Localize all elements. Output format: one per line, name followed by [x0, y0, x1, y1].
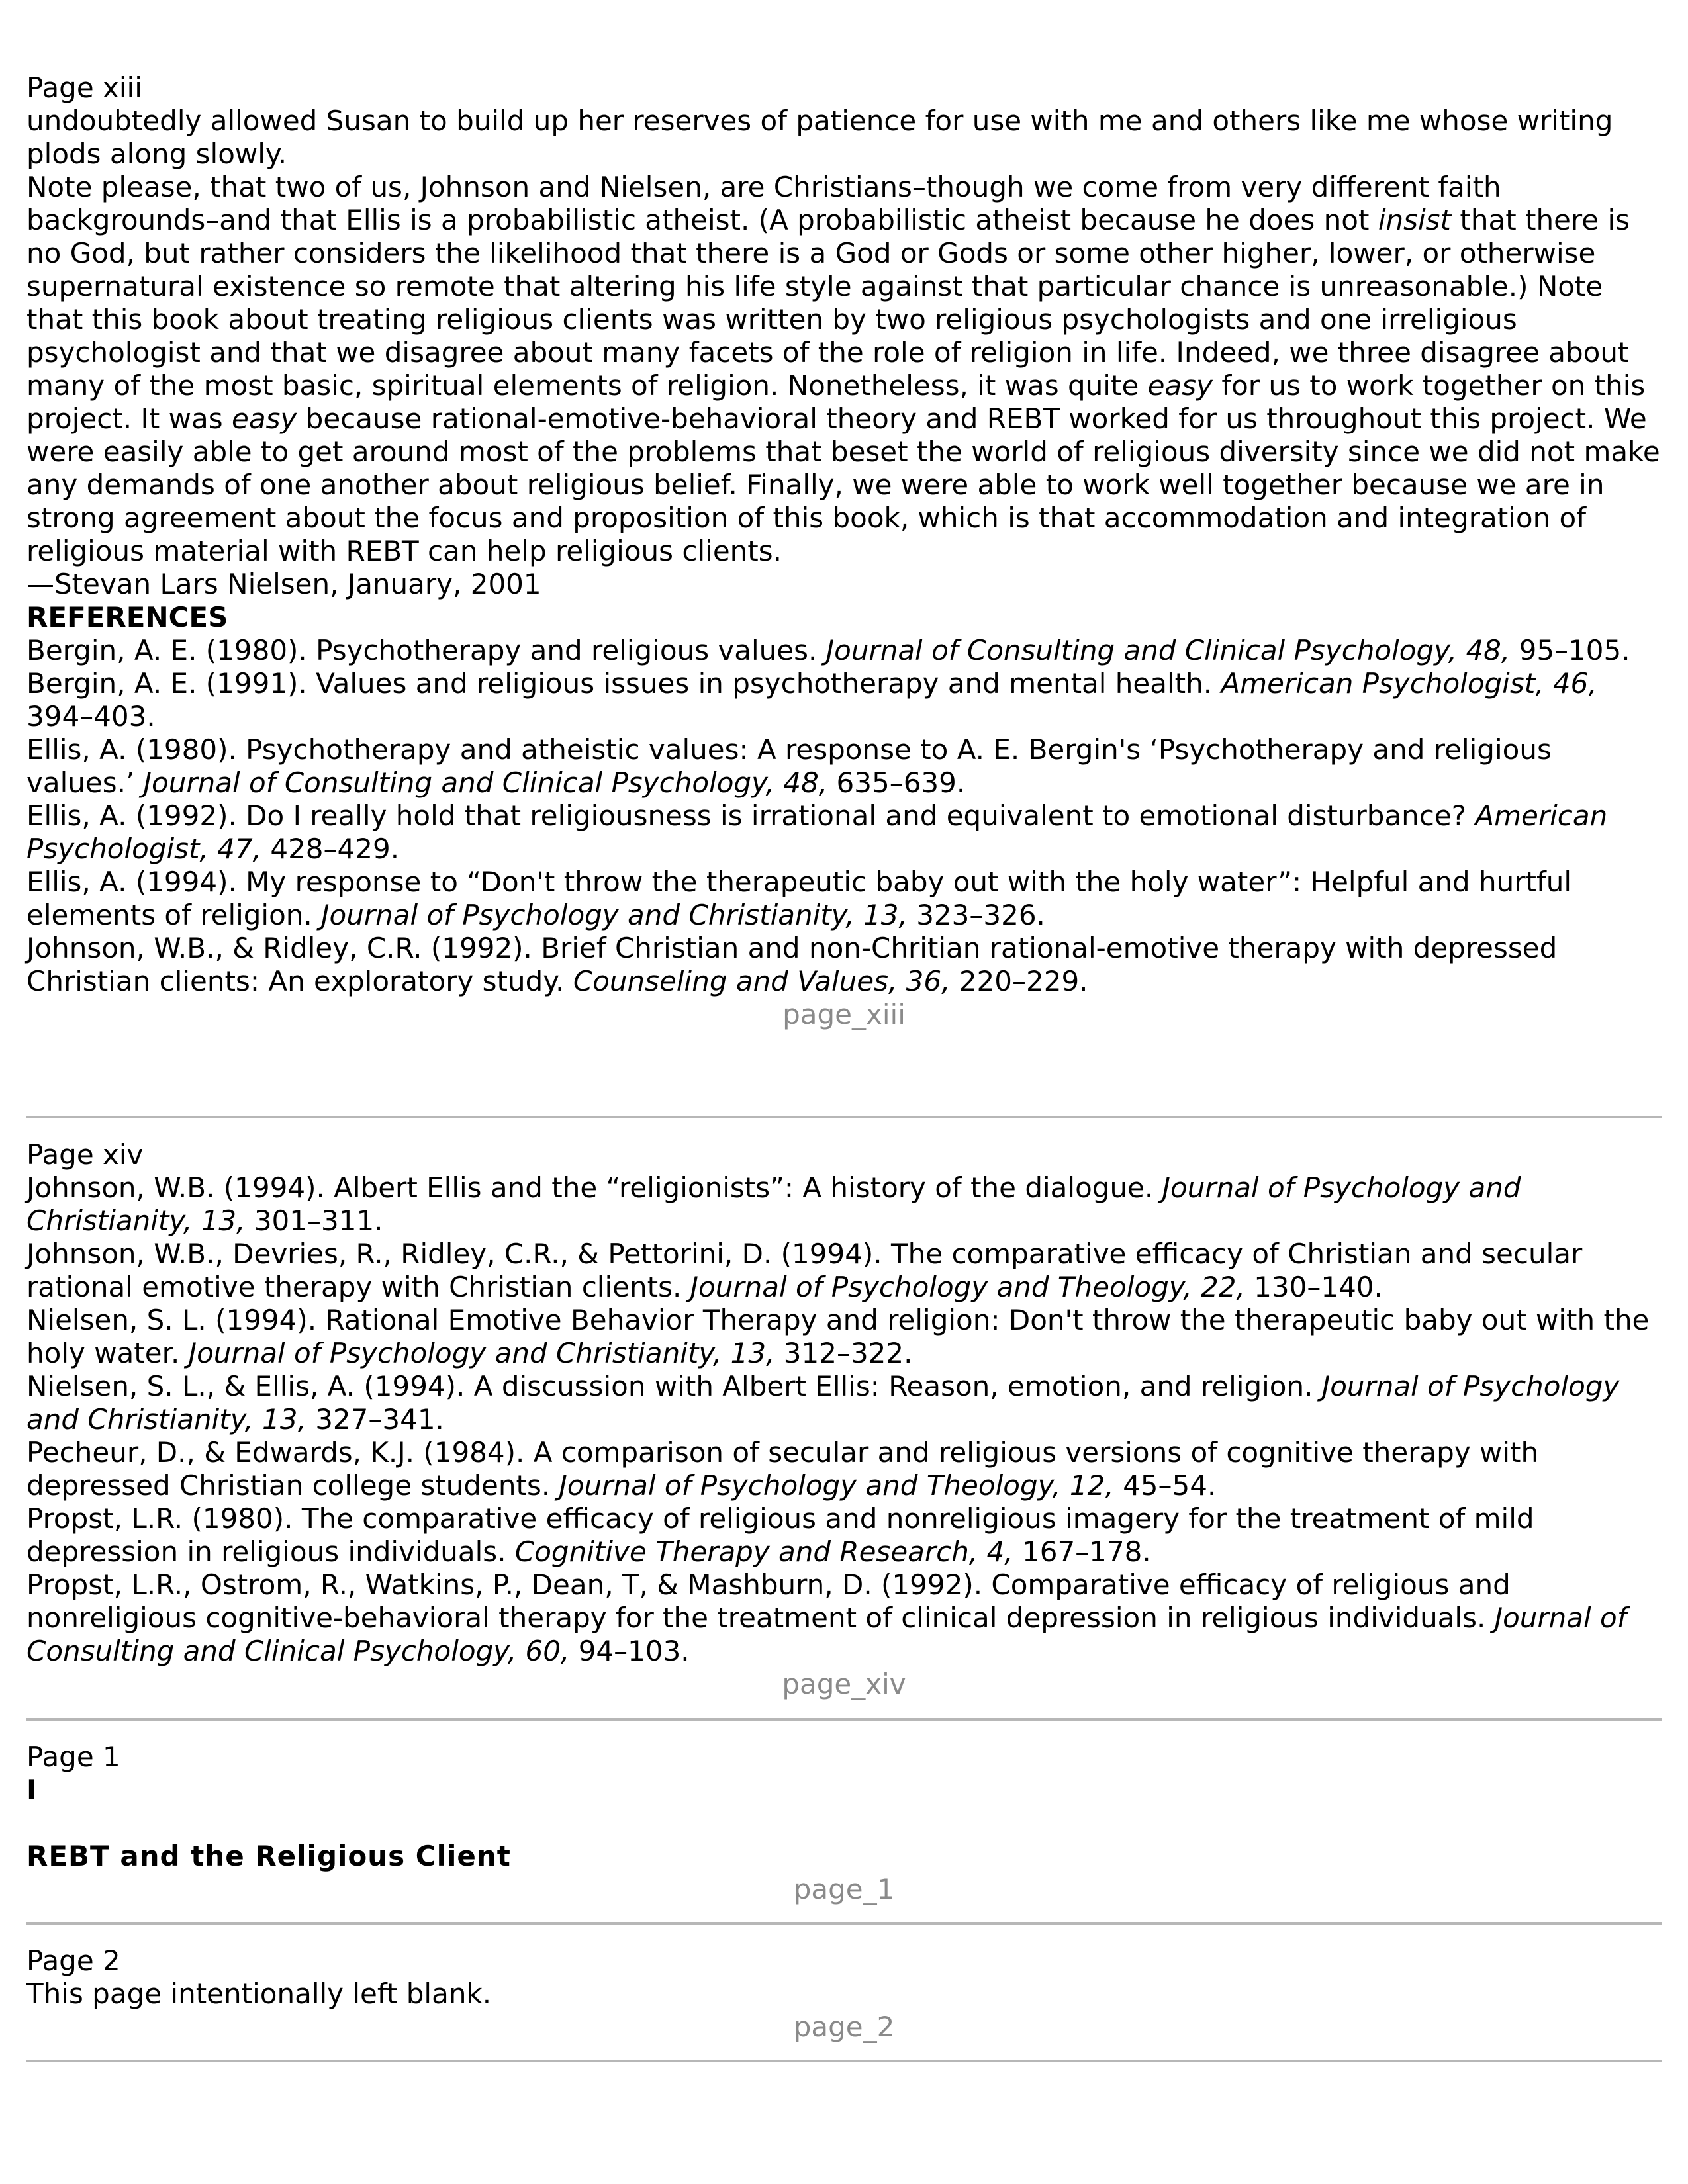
ref-text: Propst, L.R. (1980). The comparative efficacy of religious and nonreligious imagery for the treatment of mild depression in religious individuals.: [26, 1502, 1534, 1568]
spacer: [26, 1807, 1662, 1840]
ref-pages: 94–103.: [569, 1635, 690, 1667]
part-numeral: I: [26, 1774, 37, 1806]
reference-entry: [26, 667, 1662, 733]
ref-pages: 167–178.: [1013, 1535, 1151, 1568]
ref-text: Ellis, A. (1992). Do I really hold that religiousness is irrational and equivalent to emotional disturbance?: [26, 799, 1476, 832]
ref-pages: 95–105.: [1510, 634, 1630, 666]
paragraph: This page intentionally left blank.: [26, 1978, 492, 2010]
ref-journal: Journal of Psychology and Christianity, 13,: [188, 1337, 775, 1369]
reference-entry: [26, 1171, 1662, 1238]
reference-entry: [26, 1436, 1662, 1502]
page-divider: [26, 1116, 1662, 1118]
ref-journal: Journal of Consulting and Clinical Psychology, 48,: [825, 634, 1511, 666]
ref-text: Nielsen, S. L. (1994). Rational Emotive Behavior Therapy and religion: Don't throw the therapeutic baby out with the holy water.: [26, 1304, 1650, 1369]
ref-text: Ellis, A. (1994). My response to “Don't throw the therapeutic baby out with the holy water”: Helpful and hurtful elements of religion.: [26, 866, 1572, 931]
ref-text: Ellis, A. (1980). Psychotherapy and atheistic values: A response to A. E. Bergin's ‘Psychotherapy and religious values.’: [26, 733, 1552, 799]
paragraph: undoubtedly allowed Susan to build up her reserves of patience for use with me and others like me whose writing plods along slowly.: [26, 105, 1613, 170]
page-label: Page xiv: [26, 1138, 144, 1171]
reference-entry: [26, 733, 1662, 799]
ref-journal: American Psychologist, 47,: [26, 799, 1608, 865]
paragraph: [26, 171, 1662, 568]
ref-journal: Journal of Psychology and Theology, 12,: [559, 1469, 1114, 1502]
ref-pages: 327–341.: [306, 1403, 444, 1435]
references-heading: REFERENCES: [26, 601, 228, 633]
page-xiv-section: [26, 1138, 1662, 1701]
ref-journal: Cognitive Therapy and Research, 4,: [514, 1535, 1013, 1568]
ref-journal: Journal of Psychology and Theology, 22,: [690, 1271, 1245, 1303]
ref-pages: 312–322.: [774, 1337, 913, 1369]
page-label: Page 2: [26, 1944, 120, 1977]
emphasis-text: insist: [1378, 204, 1452, 236]
page-label: Page xiii: [26, 71, 142, 104]
ref-pages: 428–429.: [261, 833, 400, 865]
ref-text: Bergin, A. E. (1991). Values and religious issues in psychotherapy and mental health.: [26, 667, 1221, 700]
ref-text: Propst, L.R., Ostrom, R., Watkins, P., Dean, T, & Mashburn, D. (1992). Comparative efficacy of religious and nonreligious cognitive-behavioral therapy for the treatment of clinical depression in religious individuals.: [26, 1569, 1511, 1634]
page-marker: page_2: [793, 2011, 895, 2043]
ref-journal: Journal of Psychology and Christianity, 13,: [26, 1370, 1620, 1435]
page-2-section: [26, 1944, 1662, 2044]
page-divider: [26, 1718, 1662, 1721]
reference-entry: [26, 932, 1662, 998]
ref-journal: Journal of Consulting and Clinical Psychology, 48,: [143, 766, 828, 799]
reference-entry: [26, 1502, 1662, 1569]
text-run: for us to work together on this project. It was: [26, 369, 1646, 435]
ref-text: Bergin, A. E. (1980). Psychotherapy and religious values.: [26, 634, 826, 666]
ref-pages: 323–326.: [907, 899, 1045, 931]
page-divider: [26, 2060, 1662, 2062]
emphasis-text: easy: [1147, 369, 1213, 402]
reference-entry: [26, 1569, 1662, 1668]
ref-journal: American Psychologist, 46,: [1221, 667, 1597, 700]
emphasis-text: easy: [232, 402, 297, 435]
reference-entry: [26, 634, 1662, 667]
ref-pages: 130–140.: [1244, 1271, 1383, 1303]
ref-journal: Journal of Psychology and Christianity, 13,: [26, 1171, 1521, 1237]
ref-pages: 635–639.: [827, 766, 966, 799]
reference-entry: [26, 1370, 1662, 1436]
ref-text: Pecheur, D., & Edwards, K.J. (1984). A comparison of secular and religious versions of cognitive therapy with depressed Christian college students.: [26, 1436, 1539, 1502]
ref-pages: 220–229.: [950, 965, 1088, 997]
ref-text: Johnson, W.B. (1994). Albert Ellis and the “religionists”: A history of the dialogue.: [26, 1171, 1162, 1204]
page-divider: [26, 1922, 1662, 1925]
reference-entry: [26, 1238, 1662, 1304]
page-xiii-section: [26, 71, 1662, 1031]
ref-pages: 301–311.: [245, 1205, 383, 1237]
page-marker: page_xiv: [782, 1668, 906, 1700]
ref-text: Nielsen, S. L., & Ellis, A. (1994). A discussion with Albert Ellis: Reason, emotion, and religion.: [26, 1370, 1322, 1402]
ref-text: Johnson, W.B., Devries, R., Ridley, C.R., & Pettorini, D. (1994). The comparative efficacy of Christian and secular rational emotive therapy with Christian clients.: [26, 1238, 1583, 1303]
ref-text: Johnson, W.B., & Ridley, C.R. (1992). Brief Christian and non-Chritian rational-emotive therapy with depressed Christian clients: An exploratory study.: [26, 932, 1558, 997]
reference-entry: [26, 799, 1662, 866]
page-marker: page_xiii: [782, 998, 906, 1030]
ref-journal: Counseling and Values, 36,: [573, 965, 951, 997]
page-marker: page_1: [793, 1873, 895, 1905]
text-run: that there is no God, but rather considers the likelihood that there is a God or Gods or some other higher, lower, or otherwise supernatural existence so remote that altering his life style against that particular chance is unreasonable.) Note that this book about treating religious clients was written by two religious psychologists and one irreligious psychologist and that we disagree about many facets of the role of religion in life. Indeed, we three disagree about many of the most basic, spiritual elements of religion. Nonetheless, it was quite: [26, 204, 1630, 402]
text-run: Note please, that two of us, Johnson and Nielsen, are Christians–though we come from very different faith backgrounds–and that Ellis is a probabilistic atheist. (A probabilistic atheist because he does not: [26, 171, 1501, 236]
signature: —Stevan Lars Nielsen, January, 2001: [26, 568, 541, 600]
text-run: because rational-emotive-behavioral theory and REBT worked for us throughout this project. We were easily able to get around most of the problems that beset the world of religious diversity since we did not make any demands of one another about religious belief. Finally, we were able to work well together because we are in strong agreement about the focus and proposition of this book, which is that accommodation and integration of religious material with REBT can help religious clients.: [26, 402, 1660, 567]
ref-journal: Journal of Consulting and Clinical Psychology, 60,: [26, 1602, 1627, 1667]
reference-entry: [26, 1304, 1662, 1370]
page-label: Page 1: [26, 1741, 120, 1773]
ref-journal: Journal of Psychology and Christianity, 13,: [321, 899, 908, 931]
reference-entry: [26, 866, 1662, 932]
chapter-title: REBT and the Religious Client: [26, 1840, 511, 1872]
ref-pages: 45–54.: [1113, 1469, 1217, 1502]
page-1-section: [26, 1741, 1662, 1906]
ref-pages: 394–403.: [26, 700, 156, 733]
